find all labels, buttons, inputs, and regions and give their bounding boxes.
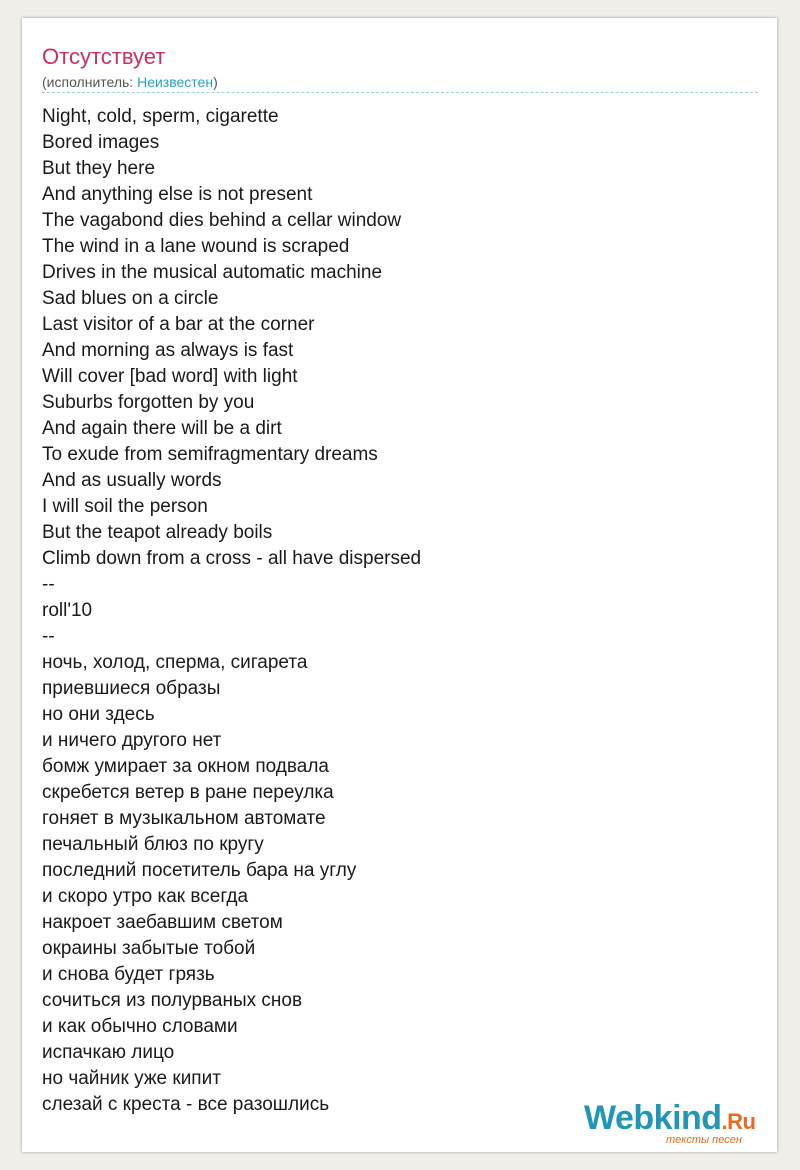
title-divider [42, 92, 758, 93]
lyric-line: Climb down from a cross - all have dispersed [42, 548, 422, 569]
lyric-line: The vagabond dies behind a cellar window [42, 210, 402, 231]
song-title: Отсутствует [42, 44, 166, 69]
lyric-line: Bored images [42, 132, 160, 153]
lyric-line: испачкаю лицо [42, 1042, 175, 1063]
lyric-line: Will cover [bad word] with light [42, 366, 298, 387]
lyric-line: слезай с креста - все разошлись [42, 1094, 330, 1115]
logo-domain: .Ru [721, 1109, 756, 1134]
artist-prefix: (исполнитель: [42, 74, 138, 90]
lyric-line: -- [42, 626, 55, 647]
webkind-logo[interactable] [584, 1098, 784, 1148]
lyric-line: roll'10 [42, 600, 93, 621]
artist-link[interactable]: Неизвестен [137, 74, 214, 90]
lyric-line: And anything else is not present [42, 184, 313, 205]
lyric-line: и скоро утро как всегда [42, 886, 249, 907]
lyrics-card [22, 18, 777, 1152]
lyric-line: The wind in a lane wound is scraped [42, 236, 350, 257]
lyric-line: To exude from semifragmentary dreams [42, 444, 378, 465]
lyric-line: Last visitor of a bar at the corner [42, 314, 315, 335]
lyric-line: -- [42, 574, 55, 595]
lyric-line: но они здесь [42, 704, 155, 725]
logo-main-text: Webkind [584, 1099, 722, 1137]
lyric-line: Night, cold, sperm, cigarette [42, 106, 279, 127]
lyric-line: Suburbs forgotten by you [42, 392, 255, 413]
lyric-line: скребется ветер в ране переулка [42, 782, 334, 803]
lyric-line: сочиться из полурваных снов [42, 990, 303, 1011]
lyric-line: последний посетитель бара на углу [42, 860, 357, 881]
artist-suffix: ) [213, 74, 218, 90]
lyric-line: And morning as always is fast [42, 340, 294, 361]
lyric-line: ночь, холод, сперма, сигарета [42, 652, 308, 673]
lyric-line: But they here [42, 158, 156, 179]
lyrics-body [42, 104, 742, 1118]
lyric-line: и как обычно словами [42, 1016, 238, 1037]
lyric-line: And again there will be a dirt [42, 418, 282, 439]
lyric-line: печальный блюз по кругу [42, 834, 264, 855]
lyric-line: гоняет в музыкальном автомате [42, 808, 326, 829]
lyric-line: Drives in the musical automatic machine [42, 262, 383, 283]
lyric-line: Sad blues on a circle [42, 288, 219, 309]
lyric-line: окраины забытые тобой [42, 938, 256, 959]
lyric-line: But the teapot already boils [42, 522, 273, 543]
lyric-line: накроет заебавшим светом [42, 912, 283, 933]
lyric-line: бомж умирает за окном подвала [42, 756, 329, 777]
lyric-line: и ничего другого нет [42, 730, 222, 751]
lyric-line: но чайник уже кипит [42, 1068, 221, 1089]
lyric-line: I will soil the person [42, 496, 208, 517]
lyric-line: и снова будет грязь [42, 964, 215, 985]
lyric-line: And as usually words [42, 470, 222, 491]
lyric-line: приевшиеся образы [42, 678, 221, 699]
logo-tagline: тексты песен [666, 1134, 742, 1146]
artist-line [42, 74, 218, 90]
